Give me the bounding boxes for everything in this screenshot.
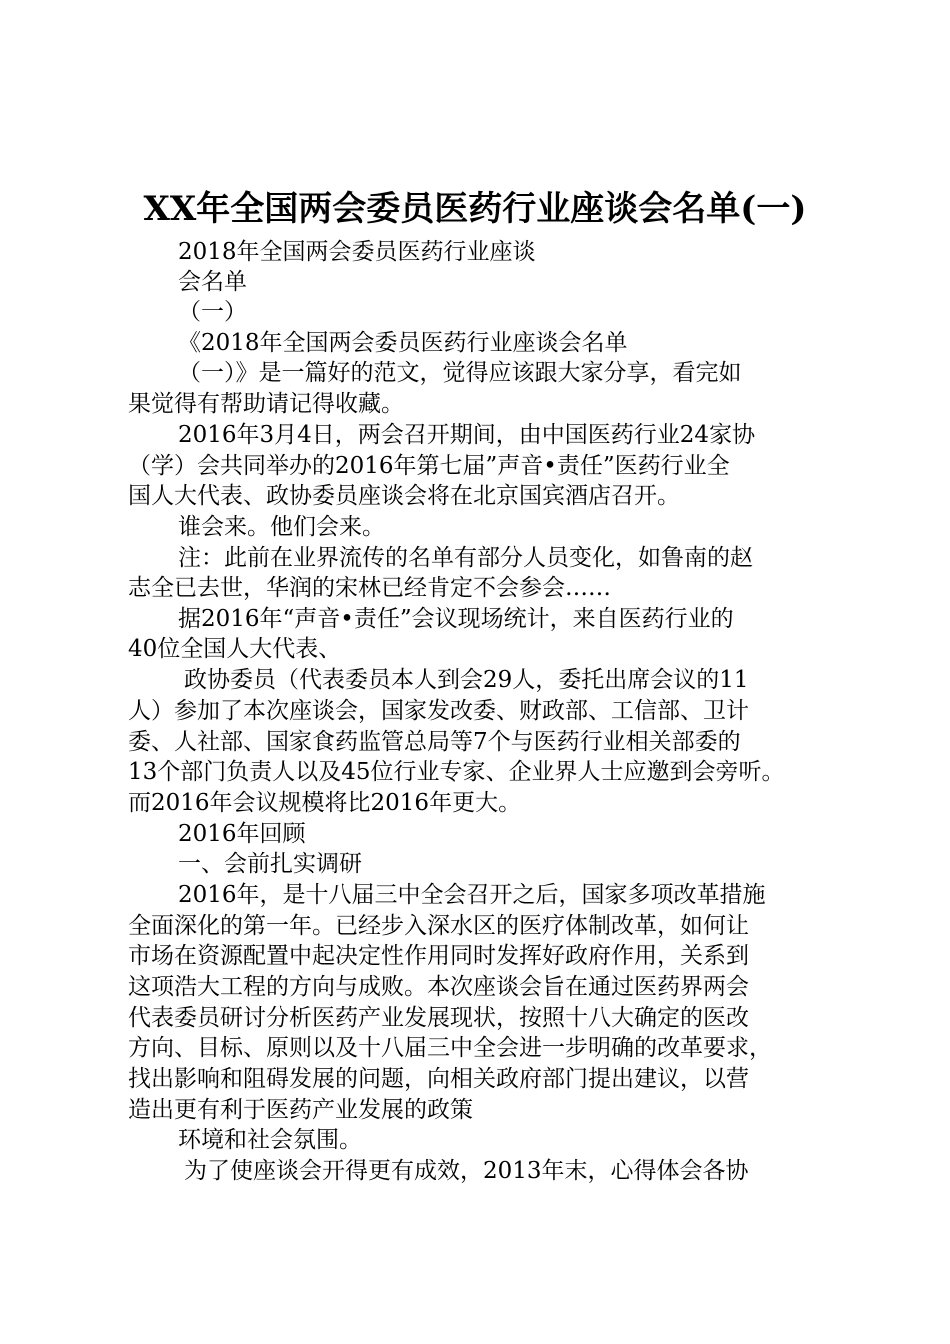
body-line: （学）会共同举办的2016年第七届”声音•责任”医药行业全 <box>128 453 730 479</box>
body-line: 2016年3月4日，两会召开期间，由中国医药行业24家协 <box>178 422 756 448</box>
body-line: 40位全国人大代表、 <box>128 636 342 662</box>
body-line: 会名单 <box>178 269 247 295</box>
body-line: （一）》是一篇好的范文，觉得应该跟大家分享，看完如 <box>178 360 742 386</box>
body-line: 2016年，是十八届三中全会召开之后，国家多项改革措施 <box>178 882 766 908</box>
body-line: 委、人社部、国家食药监管总局等7个与医药行业相关部委的 <box>128 729 741 755</box>
body-line: 找出影响和阻碍发展的问题，向相关政府部门提出建议，以营 <box>128 1066 749 1092</box>
body-line: 据2016年“声音•责任”会议现场统计，来自医药行业的 <box>178 606 734 632</box>
body-line: 市场在资源配置中起决定性作用同时发挥好政府作用，关系到 <box>128 943 749 969</box>
body-line: 2016年回顾 <box>178 821 306 847</box>
body-line: 国人大代表、政协委员座谈会将在北京国宾酒店召开。 <box>128 483 680 509</box>
body-line: 这项浩大工程的方向与成败。本次座谈会旨在通过医药界两会 <box>128 974 749 1000</box>
body-line: 志全已去世，华润的宋林已经肯定不会参会…… <box>128 575 611 601</box>
body-line: 注：此前在业界流传的名单有部分人员变化，如鲁南的赵 <box>178 545 753 571</box>
body-line: 人）参加了本次座谈会，国家发改委、财政部、工信部、卫计 <box>128 698 749 724</box>
body-line: 环境和社会氛围。 <box>178 1127 362 1153</box>
body-line: 果觉得有帮助请记得收藏。 <box>128 391 404 417</box>
body-line: 代表委员研讨分析医药产业发展现状，按照十八大确定的医改 <box>128 1005 749 1031</box>
document-title: XX年全国两会委员医药行业座谈会名单(一) <box>143 189 807 229</box>
body-line: 《2018年全国两会委员医药行业座谈会名单 <box>178 330 628 356</box>
body-line: 造出更有利于医药产业发展的政策 <box>128 1097 473 1123</box>
body-line: 一、会前扎实调研 <box>178 851 362 877</box>
body-line: 为了使座谈会开得更有成效，2013年末，心得体会各协 <box>184 1158 749 1184</box>
body-line: 而2016年会议规模将比2016年更大。 <box>128 790 522 816</box>
body-line: 方向、目标、原则以及十八届三中全会进一步明确的改革要求， <box>128 1035 772 1061</box>
body-line: 政协委员（代表委员本人到会29人，委托出席会议的11 <box>184 667 749 693</box>
body-line: 谁会来。他们会来。 <box>178 514 385 540</box>
body-line: 全面深化的第一年。已经步入深水区的医疗体制改革，如何让 <box>128 913 749 939</box>
body-line: 13个部门负责人以及45位行业专家、企业界人士应邀到会旁听。 <box>128 759 785 785</box>
body-line: 2018年全国两会委员医药行业座谈 <box>178 239 536 265</box>
body-line: （一） <box>178 299 247 325</box>
